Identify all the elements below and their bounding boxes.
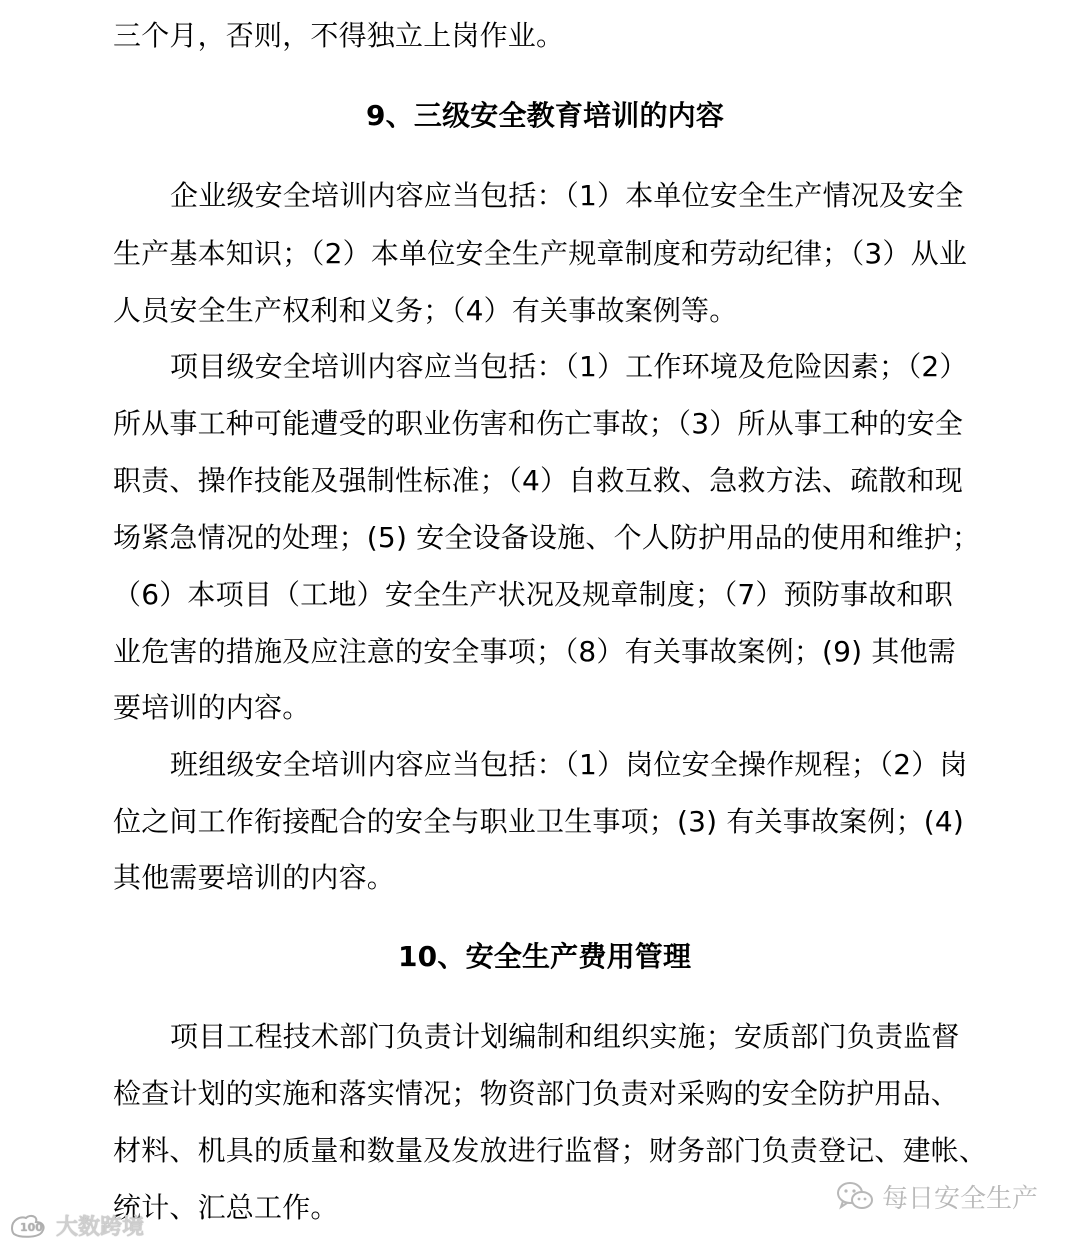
text-line: 企业级安全培训内容应当包括：（1）本单位安全生产情况及安全	[170, 179, 964, 212]
paragraph-line	[0, 1074, 1080, 1114]
paragraph-line	[0, 632, 1080, 672]
paragraph-line	[0, 347, 1080, 387]
wechat-account-name: 每日安全生产	[882, 1183, 1039, 1214]
paragraph-line	[0, 1131, 1080, 1171]
section-heading-10	[0, 937, 1080, 977]
paragraph-line	[0, 575, 1080, 615]
heading-text: 10、安全生产费用管理	[398, 940, 692, 973]
paragraph-line	[0, 802, 1080, 842]
heading-text: 9、三级安全教育培训的内容	[366, 99, 725, 132]
wechat-icon	[836, 1180, 874, 1212]
paragraph-line	[0, 518, 1080, 558]
text-line: 材料、机具的质量和数量及发放进行监督；财务部门负责登记、建帐、	[113, 1134, 988, 1167]
weibo-watermark	[8, 1208, 144, 1242]
text-line: 位之间工作衔接配合的安全与职业卫生事项；(3) 有关事故案例；(4)	[113, 805, 965, 838]
paragraph-line	[0, 858, 1080, 898]
text-line: 项目级安全培训内容应当包括：（1）工作环境及危险因素；（2）	[170, 350, 968, 383]
paragraph-line	[0, 688, 1080, 728]
text-line: 统计、汇总工作。	[113, 1191, 339, 1224]
text-line: 三个月，否则，不得独立上岗作业。	[113, 19, 565, 52]
text-line: 所从事工种可能遭受的职业伤害和伤亡事故；（3）所从事工种的安全	[113, 407, 964, 440]
text-line: 其他需要培训的内容。	[113, 861, 396, 894]
wechat-watermark	[836, 1176, 1038, 1216]
text-line: 人员安全生产权利和义务；（4）有关事故案例等。	[113, 294, 738, 327]
text-line: 生产基本知识；（2）本单位安全生产规章制度和劳动纪律；（3）从业	[113, 237, 968, 270]
text-line: 班组级安全培训内容应当包括：（1）岗位安全操作规程；（2）岗	[170, 748, 968, 781]
paragraph-line	[0, 1017, 1080, 1057]
weibo-account-name: 大数跨境	[56, 1214, 145, 1240]
weibo-icon	[8, 1210, 52, 1240]
weibo-logo-text: 100	[20, 1221, 43, 1234]
paragraph-line	[0, 404, 1080, 444]
paragraph-line	[0, 745, 1080, 785]
paragraph-line	[0, 176, 1080, 216]
text-line: 要培训的内容。	[113, 691, 311, 724]
text-line: 检查计划的实施和落实情况；物资部门负责对采购的安全防护用品、	[113, 1077, 960, 1110]
paragraph-line	[0, 461, 1080, 501]
text-line: 职责、操作技能及强制性标准；（4）自救互救、急救方法、疏散和现	[113, 464, 964, 497]
text-line: （6）本项目（工地）安全生产状况及规章制度；（7）预防事故和职	[113, 578, 953, 611]
section-heading-9	[0, 96, 1080, 136]
paragraph-line	[0, 234, 1080, 274]
text-line: 业危害的措施及应注意的安全事项；（8）有关事故案例；(9) 其他需	[113, 635, 956, 668]
paragraph-line	[0, 291, 1080, 331]
text-line: 场紧急情况的处理；(5) 安全设备设施、个人防护用品的使用和维护；	[113, 521, 981, 554]
text-line: 项目工程技术部门负责计划编制和组织实施；安质部门负责监督	[170, 1020, 960, 1053]
paragraph-line	[0, 16, 1080, 56]
